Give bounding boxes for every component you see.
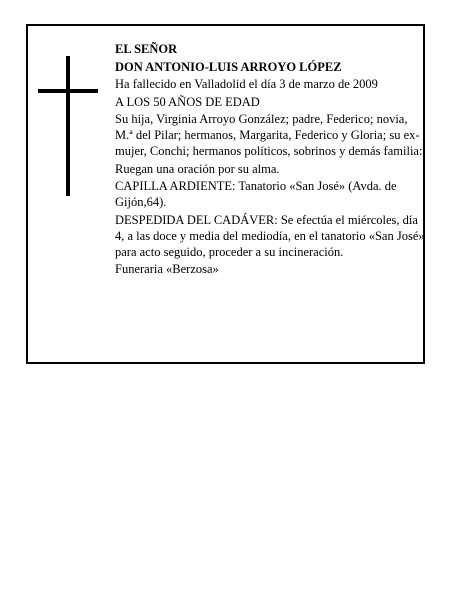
obituary-notice [26,24,425,364]
funeral-home: Funeraria «Berzosa» [115,262,219,276]
notice-text [115,41,427,279]
chapel-paragraph: CAPILLA ARDIENTE: Tanatorio «San José» (Avda. de Gijón,64). [115,179,397,209]
farewell-paragraph: DESPEDIDA DEL CADÁVER: Se efectúa el miércoles, día 4, a las doce y media del mediodía, en el tanatorio «San José» para acto seguido, proceder a su incineración. [115,212,425,259]
death-line: Ha fallecido en Valladolid el día 3 de marzo de 2009 [115,77,378,91]
cross-horizontal-bar [38,89,98,93]
age-line: A LOS 50 AÑOS DE EDAD [115,94,260,109]
deceased-name: DON ANTONIO-LUIS ARROYO LÓPEZ [115,59,342,74]
cross-vertical-bar [66,56,70,196]
title-line-1: EL SEÑOR [115,42,178,56]
prayer-line: Ruegan una oración por su alma. [115,161,280,176]
cross-icon [38,56,98,196]
family-paragraph: Su hija, Virginia Arroyo González; padre, Federico; novia, M.ª del Pilar; hermanos, Margarita, Federico y Gloria; su ex-mujer, Conchi; hermanos políticos, sobrinos y demás familia: [115,112,423,158]
